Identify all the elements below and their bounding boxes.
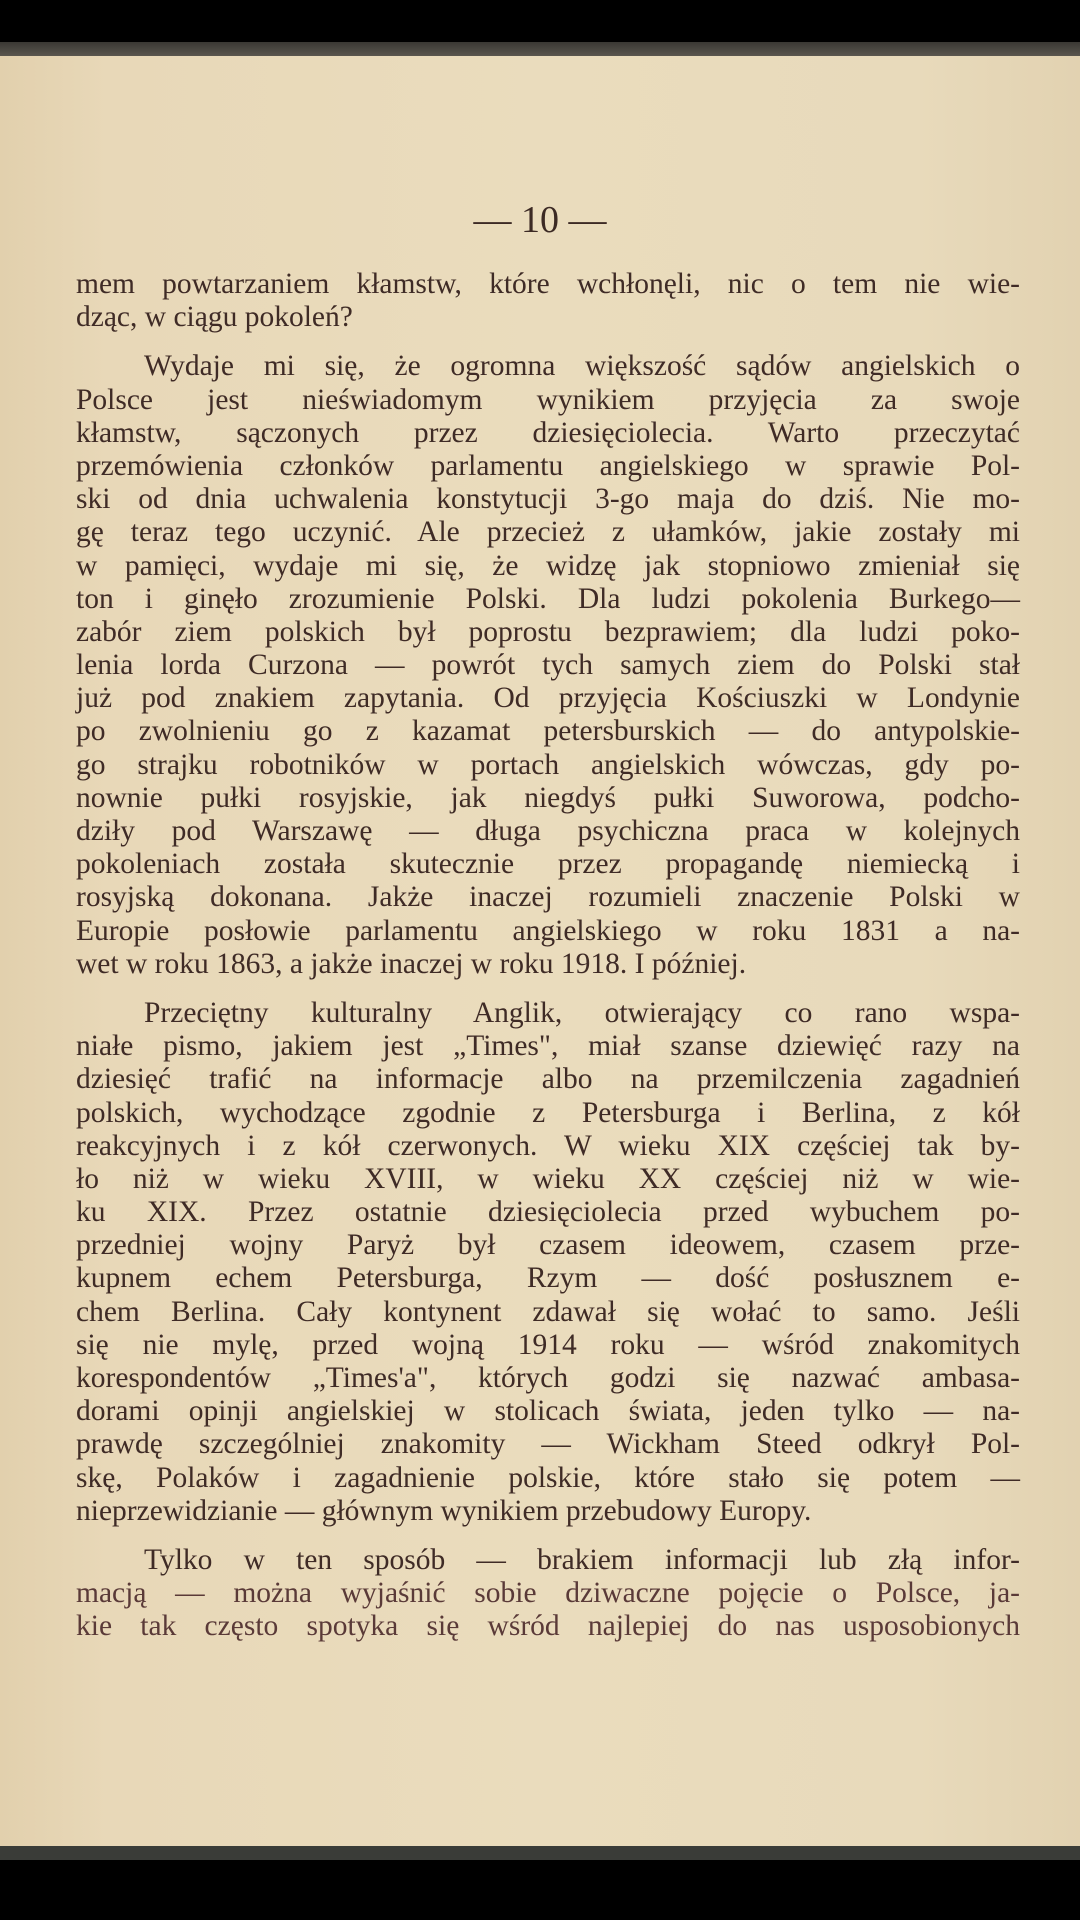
scan-bottom-edge bbox=[0, 1846, 1080, 1860]
text-line: dorami opinji angielskiej w stolicach świata, jeden tylko — na- bbox=[76, 1395, 1020, 1428]
text-line: skę, Polaków i zagadnienie polskie, które stało się potem — bbox=[76, 1461, 1020, 1494]
text-line: niałe pismo, jakiem jest „Times", miał szanse dziewięć razy na bbox=[76, 1030, 1020, 1063]
text-line: kupnem echem Petersburga, Rzym — dość posłusznem e- bbox=[76, 1262, 1020, 1295]
text-line: się nie mylę, przed wojną 1914 roku — wśród znakomitych bbox=[76, 1328, 1020, 1361]
text-line: Przeciętny kulturalny Anglik, otwierający co rano wspa- bbox=[144, 996, 1020, 1029]
text-line: Tylko w ten sposób — brakiem informacji lub złą infor- bbox=[144, 1543, 1020, 1576]
text-line: Europie posłowie parlamentu angielskiego w roku 1831 a na- bbox=[76, 914, 1020, 947]
text-line: lenia lorda Curzona — powrót tych samych ziem do Polski stał bbox=[76, 649, 1020, 682]
text-line: w pamięci, wydaje mi się, że widzę jak stopniowo zmieniał się bbox=[76, 549, 1020, 582]
text-line: kłamstw, sączonych przez dziesięciolecia. Warto przeczytać bbox=[76, 416, 1020, 449]
text-line: przedniej wojny Paryż był czasem ideowem, czasem prze- bbox=[76, 1229, 1020, 1262]
paragraph bbox=[76, 997, 1020, 1528]
text-line: nieprzewidzianie — głównym wynikiem przebudowy Europy. bbox=[76, 1494, 812, 1527]
text-line: gę teraz tego uczynić. Ale przecież z ułamków, jakie zostały mi bbox=[76, 516, 1020, 549]
text-line: prawdę szczególniej znakomity — Wickham Steed odkrył Pol- bbox=[76, 1428, 1020, 1461]
text-line: reakcyjnych i z kół czerwonych. W wieku XIX częściej tak by- bbox=[76, 1129, 1020, 1162]
text-line: przemówienia członków parlamentu angielskiego w sprawie Pol- bbox=[76, 449, 1020, 482]
text-line: Wydaje mi się, że ogromna większość sądów angielskich o bbox=[144, 350, 1020, 383]
text-line: pokoleniach została skutecznie przez propagandę niemiecką i bbox=[76, 848, 1020, 881]
page-number: — 10 — bbox=[473, 199, 607, 241]
text-line: Polsce jest nieświadomym wynikiem przyjęcia za swoje bbox=[76, 383, 1020, 416]
text-line: rosyjską dokonana. Jakże inaczej rozumieli znaczenie Polski w bbox=[76, 881, 1020, 914]
text-line: kie tak często spotyka się wśród najlepiej do nas usposobionych bbox=[76, 1610, 1020, 1643]
text-line: chem Berlina. Cały kontynent zdawał się wołać to samo. Jeśli bbox=[76, 1295, 1020, 1328]
text-line: ło niż w wieku XVIII, w wieku XX częściej niż w wie- bbox=[76, 1162, 1020, 1195]
text-line: dziesięć trafić na informacje albo na przemilczenia zagadnień bbox=[76, 1063, 1020, 1096]
text-line: go strajku robotników w portach angielskich wówczas, gdy po- bbox=[76, 748, 1020, 781]
text-line: dząc, w ciągu pokoleń? bbox=[76, 301, 353, 334]
text-line: ton i ginęło zrozumienie Polski. Dla ludzi pokolenia Burkego— bbox=[76, 582, 1020, 615]
text-line: po zwolnieniu go z kazamat petersburskich — do antypolskie- bbox=[76, 715, 1020, 748]
text-line: nownie pułki rosyjskie, jak niegdyś pułki Suworowa, podcho- bbox=[76, 781, 1020, 814]
text-line: już pod znakiem zapytania. Od przyjęcia Kościuszki w Londynie bbox=[76, 682, 1020, 715]
text-line: korespondentów „Times'a", których godzi się nazwać ambasa- bbox=[76, 1362, 1020, 1394]
text-line: dziły pod Warszawę — długa psychiczna praca w kolejnych bbox=[76, 815, 1020, 847]
text-line: ski od dnia uchwalenia konstytucji 3-go maja do dziś. Nie mo- bbox=[76, 483, 1020, 516]
paragraph bbox=[76, 350, 1020, 981]
text-line: ku XIX. Przez ostatnie dziesięciolecia przed wybuchem po- bbox=[76, 1196, 1020, 1229]
text-line: wet w roku 1863, a jakże inaczej w roku 1918. I później. bbox=[76, 947, 747, 980]
text-line: zabór ziem polskich był poprostu bezprawiem; dla ludzi poko- bbox=[76, 615, 1020, 648]
text-line: polskich, wychodzące zgodnie z Petersburga i Berlina, z kół bbox=[76, 1096, 1020, 1129]
text-line: mem powtarzaniem kłamstw, które wchłonęli, nic o tem nie wie- bbox=[76, 268, 1020, 300]
text-line: macją — można wyjaśnić sobie dziwaczne pojęcie o Polsce, ja- bbox=[76, 1577, 1020, 1610]
body-text bbox=[76, 268, 1020, 1644]
paragraph bbox=[76, 268, 1020, 334]
paragraph bbox=[76, 1544, 1020, 1644]
